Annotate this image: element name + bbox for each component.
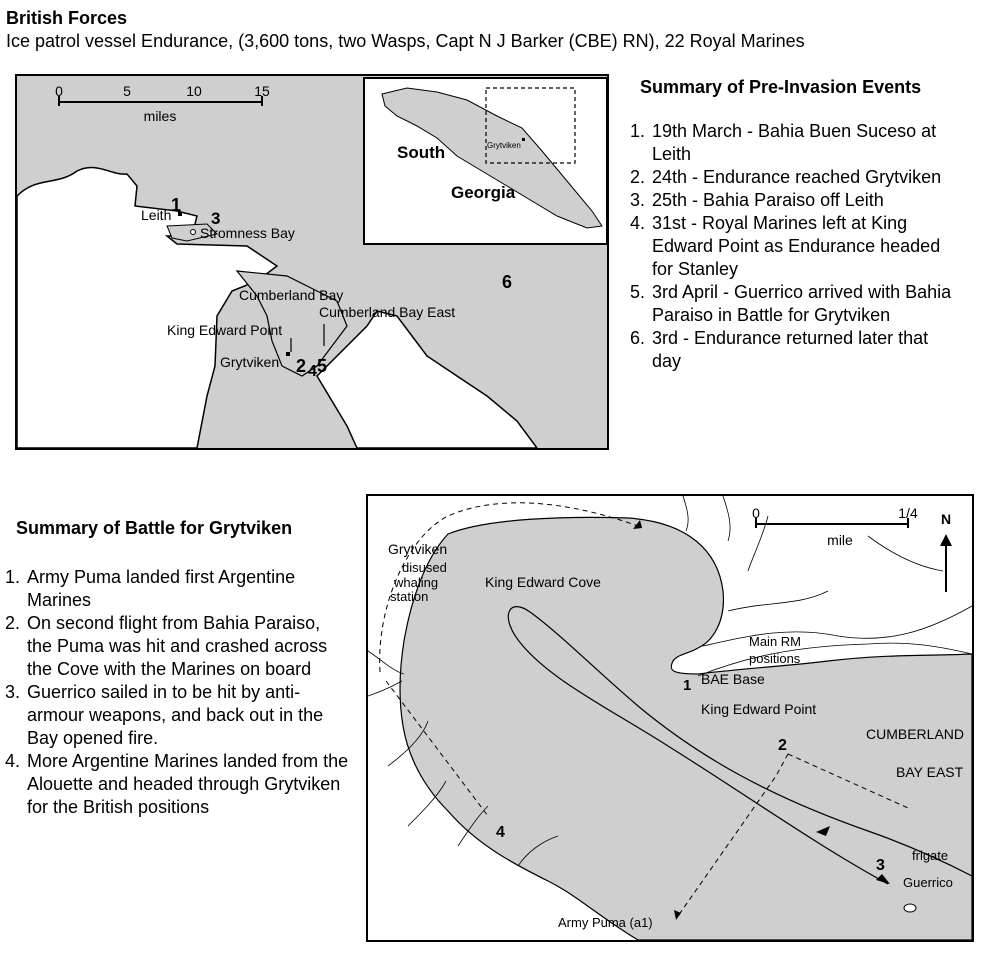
marker-4: 4 (308, 363, 317, 380)
overview-map (15, 74, 609, 450)
label-positions: positions (749, 651, 801, 666)
scale-unit: mile (827, 532, 853, 548)
scale-end: 1/4 (898, 505, 918, 521)
list-item: 4. 31st - Royal Marines left at King Edward Point as Endurance headed for Stanley (630, 213, 941, 279)
list-item: 6. 3rd - Endurance returned later that day (630, 328, 929, 371)
label-disused: disused (402, 560, 447, 575)
scale-unit: miles (143, 108, 177, 124)
list-item: 4. More Argentine Marines landed from the Alouette and headed through Grytviken for the British positions (5, 751, 349, 817)
marker-2: 2 (296, 356, 307, 376)
inset-map (364, 78, 607, 244)
marker-5: 5 (317, 356, 328, 376)
page-subtitle: Ice patrol vessel Endurance, (3,600 tons, two Wasps, Capt N J Barker (CBE) RN), 22 Royal Marines (6, 31, 805, 51)
scale-tick-5: 5 (123, 83, 131, 99)
label-frigate: frigate (912, 848, 949, 863)
map1-scale-bar (55, 83, 270, 124)
marker-1: 1 (171, 195, 182, 215)
inset-label-georgia: Georgia (451, 183, 516, 202)
list-item: 2. On second flight from Bahia Paraiso, the Puma was hit and crashed across the Cove with the Marines on board (5, 613, 328, 679)
inset-label-south: South (397, 143, 446, 162)
label-army-puma: Army Puma (a1) (558, 915, 653, 930)
battle-map (366, 494, 974, 942)
north-label: N (940, 511, 952, 527)
label-king-edward-cove: King Edward Cove (485, 574, 601, 590)
label-cumberland: CUMBERLAND (866, 726, 965, 742)
label-grytviken: Grytviken (388, 541, 448, 557)
label-king-edward-point: King Edward Point (701, 701, 817, 717)
label-cumberland-bay-east: Cumberland Bay East (319, 304, 456, 320)
marker-3: 3 (211, 209, 221, 228)
pre-invasion-title: Summary of Pre-Invasion Events (640, 77, 922, 97)
label-main-rm: Main RM (749, 634, 802, 649)
list-item: 1. 19th March - Bahia Buen Suceso at Leith (630, 121, 937, 164)
list-item: 3. Guerrico sailed in to be hit by anti-armour weapons, and back out in the Bay opened fire. (5, 682, 324, 748)
label-leith: Leith (141, 207, 172, 223)
label-grytviken: Grytviken (220, 354, 280, 370)
marker-1: 1 (683, 677, 692, 694)
label-whaling: whaling (394, 575, 439, 590)
marker-6: 6 (502, 272, 513, 292)
battle-summary-title: Summary of Battle for Grytviken (16, 518, 293, 538)
north-arrow-icon (940, 511, 952, 592)
scale-start: 0 (752, 505, 760, 521)
page-title: British Forces (6, 8, 128, 28)
land-east (317, 311, 537, 448)
list-item: 5. 3rd April - Guerrico arrived with Bahia Paraiso in Battle for Grytviken (630, 282, 952, 325)
pre-invasion-list (630, 120, 960, 373)
label-bae-base: BAE Base (701, 671, 765, 687)
marker-2: 2 (778, 737, 787, 754)
battle-summary-list (5, 566, 350, 819)
map2-scale-bar (752, 505, 918, 548)
label-cumberland-bay: Cumberland Bay (239, 287, 344, 303)
scale-tick-0: 0 (55, 83, 63, 99)
label-stromness-bay: Stromness Bay (200, 225, 295, 241)
list-item: 3. 25th - Bahia Paraiso off Leith (630, 190, 884, 210)
scale-tick-15: 15 (254, 83, 270, 99)
list-item: 1. Army Puma landed first Argentine Marines (5, 567, 296, 610)
label-king-edward-point: King Edward Point (167, 322, 283, 338)
ship-marker (904, 904, 916, 912)
inset-label-grytviken: Grytviken (487, 141, 521, 150)
scale-tick-10: 10 (186, 83, 202, 99)
list-item: 2. 24th - Endurance reached Grytviken (630, 167, 942, 187)
label-bay-east: BAY EAST (896, 764, 964, 780)
marker-4: 4 (496, 824, 505, 841)
label-guerrico: Guerrico (903, 875, 953, 890)
label-station: station (390, 589, 429, 604)
marker-3: 3 (876, 857, 885, 874)
